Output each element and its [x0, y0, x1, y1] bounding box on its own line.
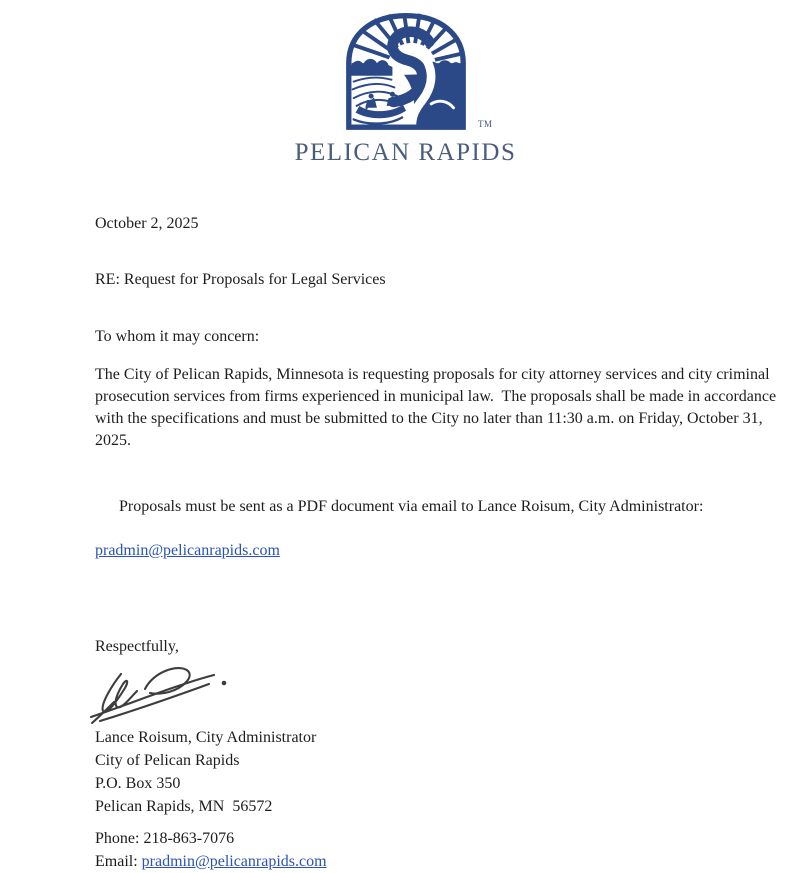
contact-block	[95, 827, 777, 873]
contact-email-line	[95, 850, 777, 873]
city-logo	[336, 5, 493, 133]
signer-organization: City of Pelican Rapids	[95, 752, 240, 769]
brand-wordmark: PELICAN RAPIDS	[294, 139, 517, 166]
email-label: Email:	[95, 853, 142, 870]
trademark-symbol: TM	[478, 119, 493, 129]
phone-number: 218-863-7076	[143, 830, 235, 847]
submission-text: Proposals must be sent as a PDF document via email to Lance Roisum, City Administrator:	[119, 498, 708, 515]
closing-line: Respectfully,	[95, 638, 179, 655]
proposal-email-link[interactable]: pradmin@pelicanrapids.com	[95, 542, 280, 559]
contact-email-link[interactable]: pradmin@pelicanrapids.com	[141, 853, 327, 870]
letter-body	[95, 213, 781, 873]
paragraph-submission-instructions	[95, 474, 777, 606]
letter-date: October 2, 2025	[95, 215, 199, 232]
signer-city-state-zip: Pelican Rapids, MN 56572	[95, 798, 273, 815]
pelican-rapids-logo-icon	[336, 5, 476, 133]
paragraph-request-details: The City of Pelican Rapids, Minnesota is requesting proposals for city attorney services and city criminal prosecution services from firms experienced in municipal law. The proposals shall be made in accordance with the specifications and must be submitted to the City no later than 11:30 a.m. on Friday, October 31, 2025.	[95, 366, 781, 449]
signer-name-title: Lance Roisum, City Administrator	[95, 729, 317, 746]
signer-address-block	[95, 726, 777, 818]
signer-po-box: P.O. Box 350	[95, 775, 181, 792]
salutation: To whom it may concern:	[95, 328, 260, 345]
contact-phone-line	[95, 827, 777, 850]
signature-icon	[87, 660, 239, 726]
phone-label: Phone:	[95, 830, 144, 847]
subject-line: RE: Request for Proposals for Legal Services	[95, 271, 386, 288]
handwritten-signature	[87, 660, 777, 726]
letterhead	[0, 0, 811, 166]
